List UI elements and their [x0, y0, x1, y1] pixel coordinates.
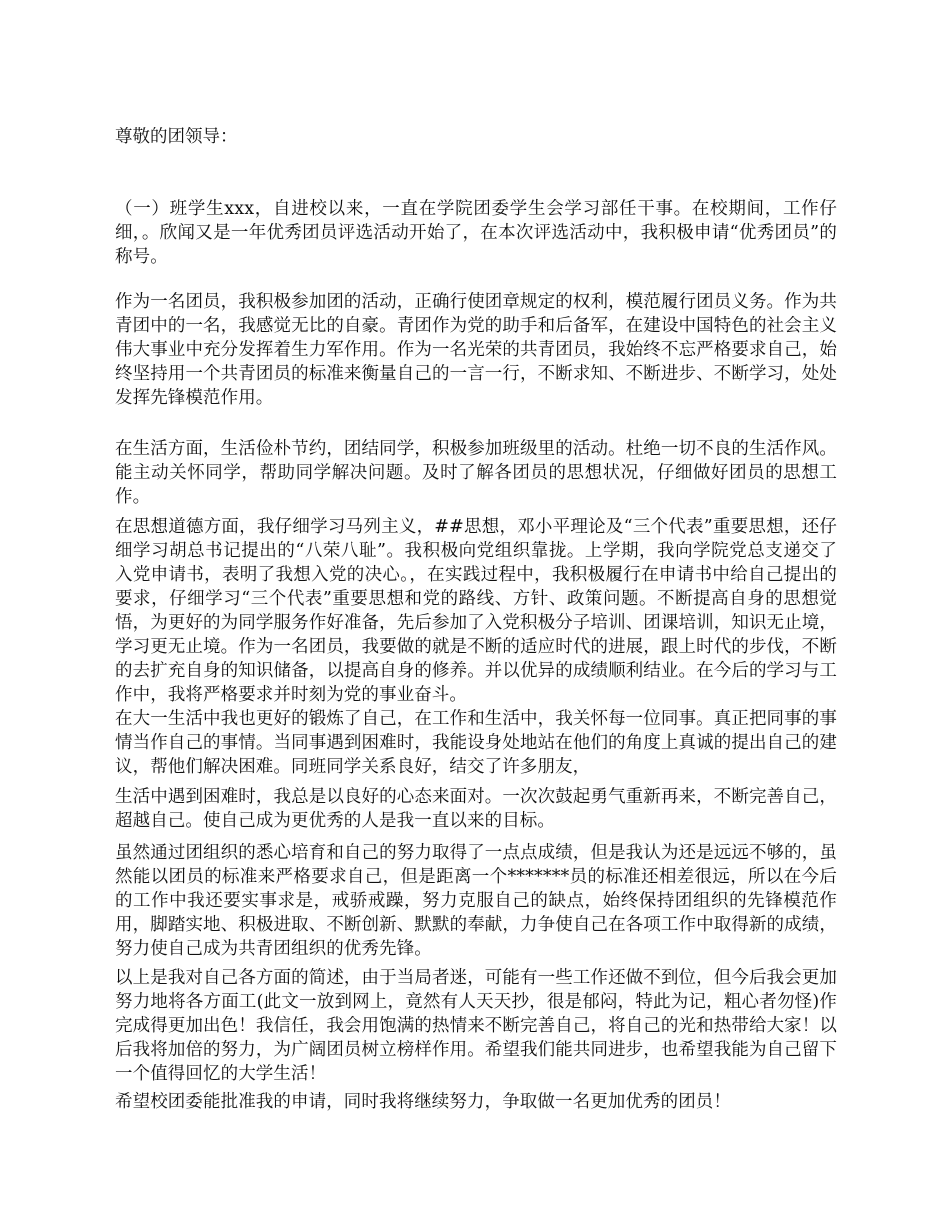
paragraph-introduction: （一）班学生xxx，自进校以来，一直在学院团委学生会学习部任干事。在校期间，工作仔细，。欣闻又是一年优秀团员评选活动开始了，在本次评选活动中，我积极申请“优秀团员”的称号。 — [115, 199, 837, 267]
paragraph-daily-life: 在生活方面，生活俭朴节约，团结同学，积极参加班级里的活动。杜绝一切不良的生活作风。能主动关怀同学，帮助同学解决问题。及时了解各团员的思想状况，仔细做好团员的思想工作。 — [115, 439, 837, 507]
document-page — [115, 0, 837, 1230]
paragraph-difficulties: 生活中遇到困难时，我总是以良好的心态来面对。一次次鼓起勇气重新再来，不断完善自己，超越自己。使自己成为更优秀的人是我一直以来的目标。 — [115, 787, 837, 831]
paragraph-ideology: 在思想道德方面，我仔细学习马列主义，##思想，邓小平理论及“三个代表”重要思想，还仔细学习胡总书记提出的“八荣八耻”。我积极向党组织靠拢。上学期，我向学院党总支递交了入党申请书，表明了我想入党的决心。，在实践过程中，我积极履行在申请书中给自己提出的要求，仔细学习“三个代表”重要思想和党的路线、方针、政策问题。不断提高自身的思想觉悟，为更好的为同学服务作好准备，先后参加了入党积极分子培训、团课培训，知识无止境，学习更无止境。作为一名团员，我要做的就是不断的适应时代的进展，跟上时代的步伐，不断的去扩充自身的知识储备，以提高自身的修养。并以优异的成绩顺利结业。在今后的学习与工作中，我将严格要求并时刻为党的事业奋斗。 — [115, 517, 837, 705]
paragraph-closing: 希望校团委能批准我的申请，同时我将继续努力，争取做一名更加优秀的团员！ — [115, 1092, 731, 1112]
paragraph-summary: 以上是我对自己各方面的简述，由于当局者迷，可能有一些工作还做不到位，但今后我会更加努力地将各方面工(此文一放到网上，竟然有人天天抄，很是郁闷，特此为记，粗心者勿怪)作完成得更加出色！我信任，我会用饱满的热情来不断完善自己，将自己的光和热带给大家！以后我将加倍的努力，为广阔团员树立榜样作用。希望我们能共同进步，也希望我能为自己留下一个值得回忆的大学生活！ — [115, 968, 837, 1084]
salutation: 尊敬的团领导： — [115, 127, 238, 147]
paragraph-first-year: 在大一生活中我也更好的锻炼了自己，在工作和生活中，我关怀每一位同事。真正把同事的事情当作自己的事情。当同事遇到困难时，我能设身处地站在他们的角度上真诚的提出自己的建议，帮他们解决困难。同班同学关系良好，结交了许多朋友， — [115, 709, 837, 777]
paragraph-self-assessment: 虽然通过团组织的悉心培育和自己的努力取得了一点点成绩，但是我认为还是远远不够的，虽然能以团员的标准来严格要求自己，但是距离一个*******员的标准还相差很远，所以在今后的工作中我还要实事求是，戒骄戒躁，努力克服自己的缺点，始终保持团组织的先锋模范作用，脚踏实地、积极进取、不断创新、默默的奉献，力争使自己在各项工作中取得新的成绩，努力使自己成为共青团组织的优秀先锋。 — [115, 843, 837, 959]
paragraph-membership: 作为一名团员，我积极参加团的活动，正确行使团章规定的权利，模范履行团员义务。作为共青团中的一名，我感觉无比的自豪。青团作为党的助手和后备军，在建设中国特色的社会主义伟大事业中充分发挥着生力军作用。作为一名光荣的共青团员，我始终不忘严格要求自己，始终坚持用一个共青团员的标准来衡量自己的一言一行，不断求知、不断进步、不断学习，处处发挥先锋模范作用。 — [115, 292, 837, 408]
